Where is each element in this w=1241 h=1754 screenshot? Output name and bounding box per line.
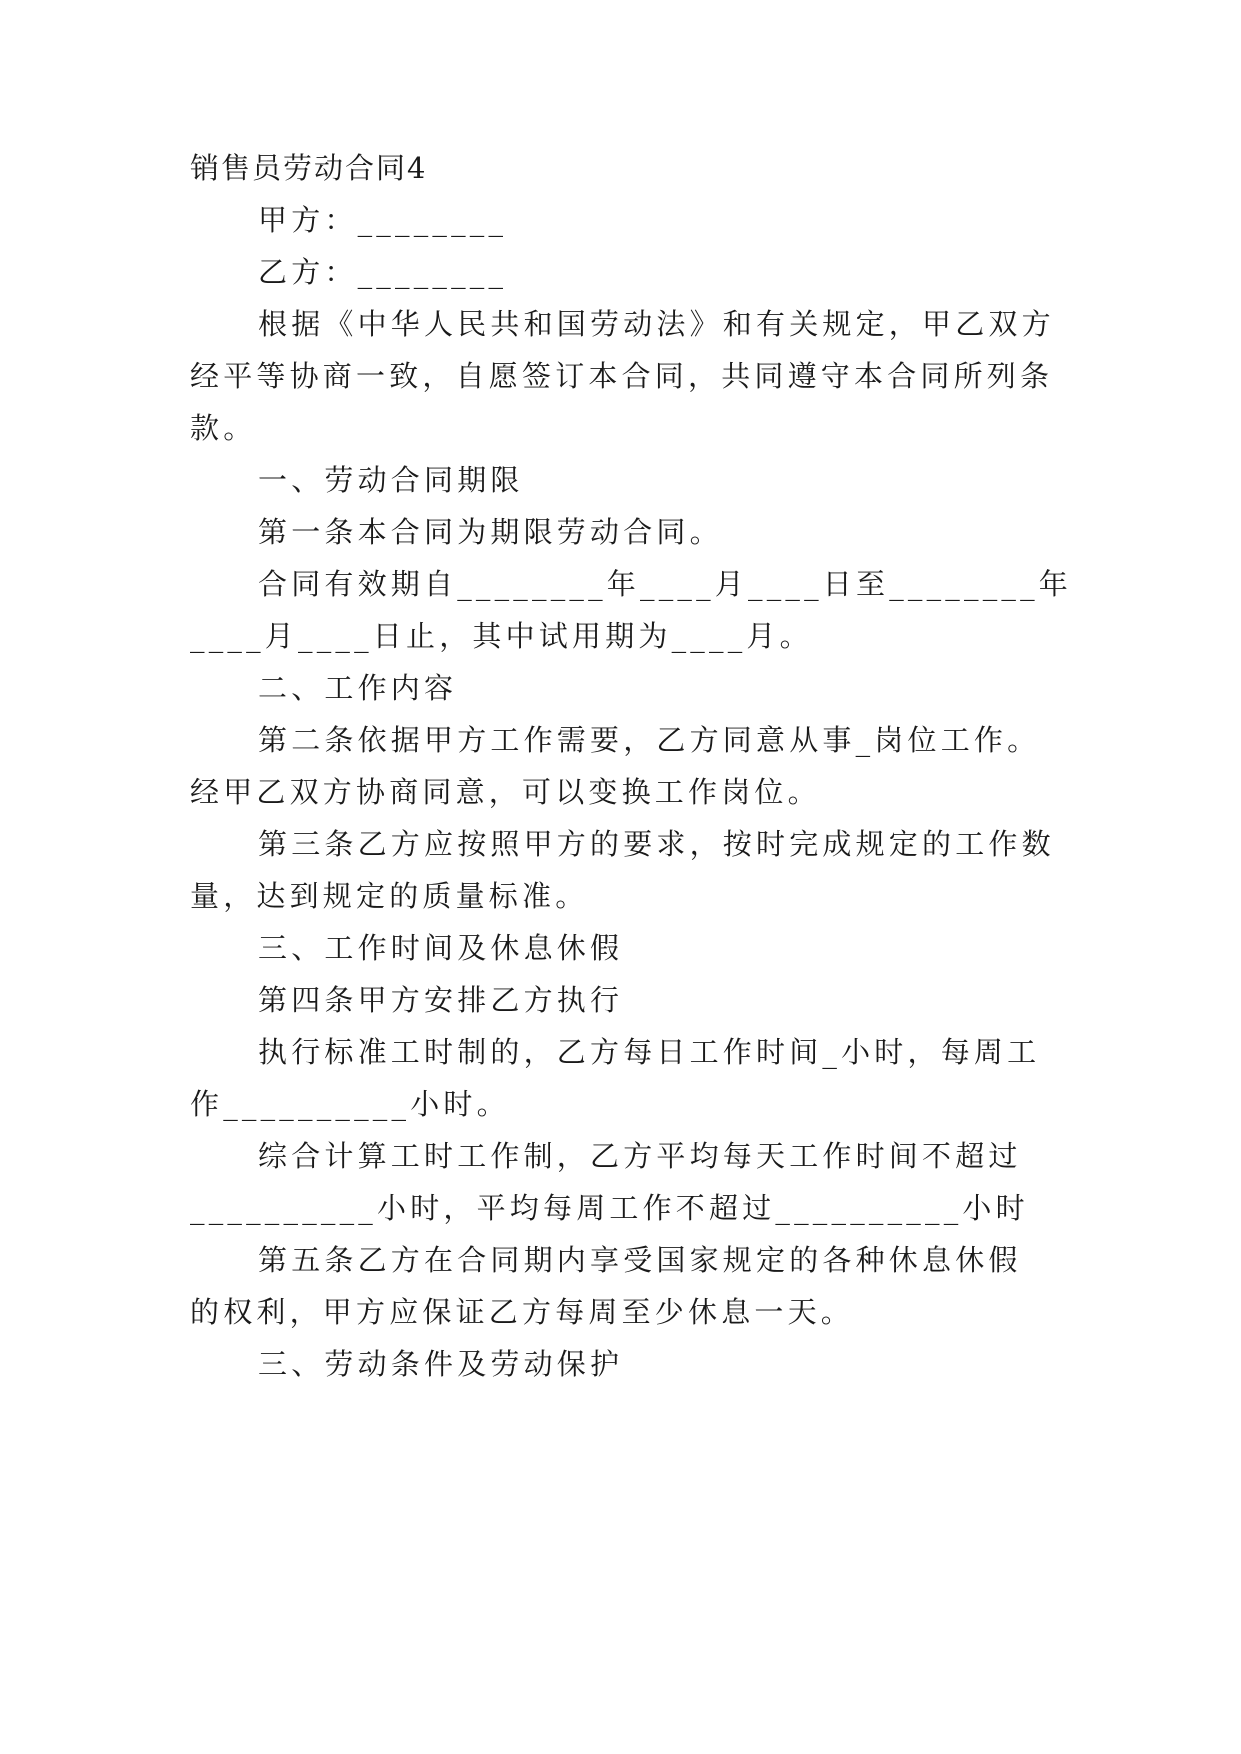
article-5-line-1: 第五条乙方在合同期内享受国家规定的各种休息休假 — [258, 1243, 1022, 1277]
article-2-line-2: 经甲乙双方协商同意，可以变换工作岗位。 — [190, 775, 821, 809]
section-heading-1: 一、劳动合同期限 — [258, 463, 524, 497]
article-4-line-5: __________小时，平均每周工作不超过__________小时 — [190, 1191, 1029, 1225]
section-heading-2: 二、工作内容 — [258, 671, 458, 705]
party-a-line: 甲方：________ — [258, 203, 508, 237]
article-3-line-2: 量，达到规定的质量标准。 — [190, 879, 589, 913]
article-2-line-1: 第二条依据甲方工作需要，乙方同意从事_岗位工作。 — [258, 723, 1041, 757]
section-heading-4: 三、劳动条件及劳动保护 — [258, 1347, 624, 1381]
preamble-line-2: 经平等协商一致，自愿签订本合同，共同遵守本合同所列条 — [190, 359, 1054, 393]
article-4-line-3: 作__________小时。 — [190, 1087, 510, 1121]
party-b-line: 乙方：________ — [258, 255, 508, 289]
article-1-line-3: ____月____日止，其中试用期为____月。 — [190, 619, 813, 653]
document-title: 销售员劳动合同4 — [190, 151, 428, 185]
preamble-line-1: 根据《中华人民共和国劳动法》和有关规定，甲乙双方 — [258, 307, 1055, 341]
article-4-line-4: 综合计算工时工作制，乙方平均每天工作时间不超过 — [258, 1139, 1022, 1173]
article-3-line-1: 第三条乙方应按照甲方的要求，按时完成规定的工作数 — [258, 827, 1055, 861]
section-heading-3: 三、工作时间及休息休假 — [258, 931, 624, 965]
article-4-line-1: 第四条甲方安排乙方执行 — [258, 983, 624, 1017]
article-5-line-2: 的权利，甲方应保证乙方每周至少休息一天。 — [190, 1295, 855, 1329]
article-1-line-1: 第一条本合同为期限劳动合同。 — [258, 515, 723, 549]
preamble-line-3: 款。 — [190, 411, 257, 445]
article-4-line-2: 执行标准工时制的，乙方每日工作时间_小时，每周工 — [258, 1035, 1041, 1069]
article-1-line-2: 合同有效期自________年____月____日至________年 — [258, 567, 1073, 601]
